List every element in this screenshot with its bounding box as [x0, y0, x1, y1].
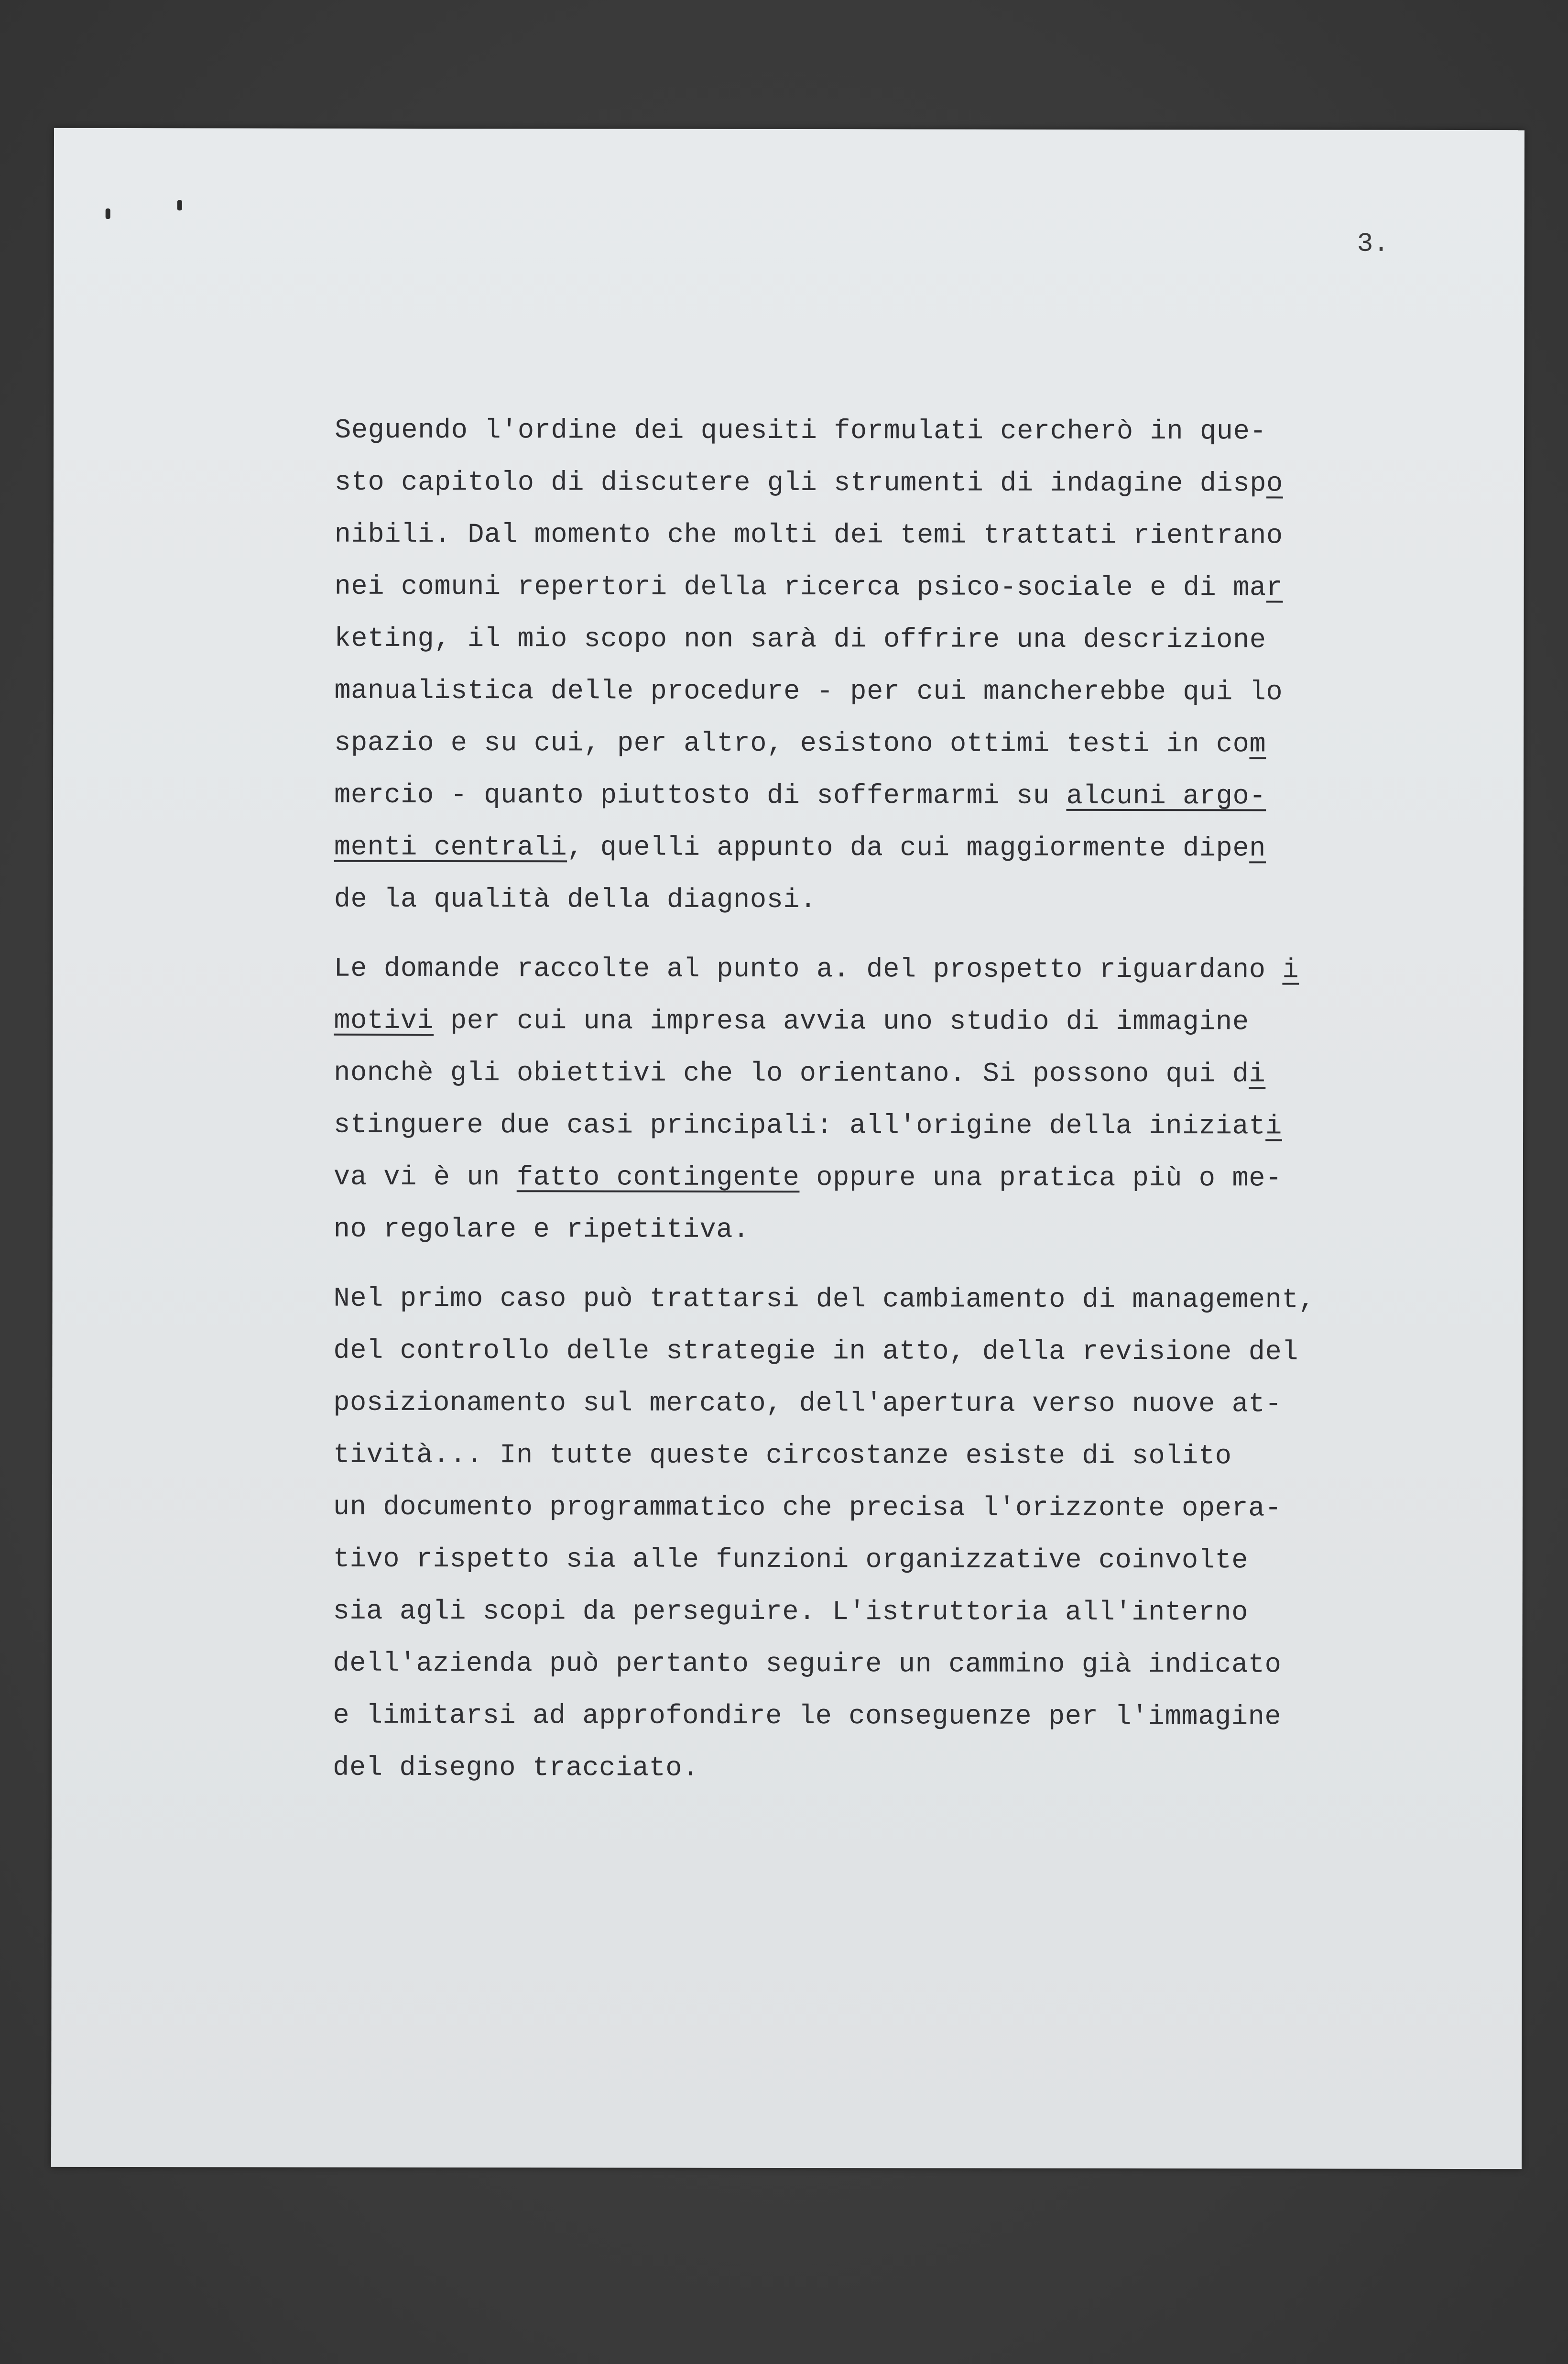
text-segment: nonchè gli obiettivi che lo orientano. Si possono qui d [334, 1058, 1249, 1090]
text-segment: e limitarsi ad approfondire le conseguenze per l'immagine [333, 1700, 1282, 1733]
text-segment: , quelli appunto da cui maggiormente dipe [567, 832, 1250, 865]
text-line [334, 770, 1462, 823]
text-segment: posizionamento sul mercato, dell'apertura verso nuove at- [333, 1388, 1282, 1420]
text-line [334, 996, 1462, 1049]
text-segment: sia agli scopi da perseguire. L'istruttoria all'interno [333, 1596, 1249, 1629]
text-segment: Nel primo caso può trattarsi del cambiamento di management, [333, 1283, 1316, 1316]
paragraph-2 [334, 943, 1462, 1258]
typed-page [51, 128, 1524, 2169]
paragraph-gap [334, 926, 1462, 945]
underlined-text: menti centrali [334, 832, 567, 864]
underlined-text: m [1249, 729, 1266, 760]
text-segment: oppure una pratica più o me- [799, 1163, 1282, 1194]
text-line [333, 1273, 1461, 1327]
underlined-text: n [1249, 833, 1266, 865]
text-line [333, 1742, 1461, 1796]
underlined-text: i [1249, 1059, 1266, 1090]
underlined-text: alcuni argo- [1066, 781, 1266, 812]
punch-mark-right [177, 200, 182, 210]
text-line [335, 509, 1463, 563]
text-line [334, 1152, 1462, 1205]
text-segment: keting, il mio scopo non sarà di offrire una descrizione [334, 624, 1266, 656]
text-segment: mercio - quanto piuttosto di soffermarmi su [334, 780, 1067, 812]
text-segment: nei comuni repertori della ricerca psico-sociale e di ma [334, 571, 1266, 604]
text-line [335, 405, 1463, 459]
text-line [333, 1586, 1461, 1640]
text-segment: tività... In tutte queste circostanze esiste di solito [333, 1440, 1232, 1472]
text-segment: spazio e su cui, per altro, esistono ottimi testi in co [334, 728, 1250, 760]
text-segment: Seguendo l'ordine dei quesiti formulati cercherò in que- [335, 415, 1267, 448]
text-segment: dell'azienda può pertanto seguire un cammino già indicato [333, 1648, 1282, 1681]
text-line [335, 457, 1463, 511]
text-segment: va vi è un [333, 1162, 517, 1193]
text-line [334, 822, 1462, 876]
text-line [333, 1482, 1461, 1535]
text-line [334, 943, 1462, 997]
underlined-text: i [1265, 1111, 1283, 1142]
text-line [334, 613, 1462, 667]
text-line [333, 1430, 1461, 1483]
text-line [334, 666, 1462, 719]
text-segment: del disegno tracciato. [333, 1752, 699, 1784]
text-segment: de la qualità della diagnosi. [334, 884, 817, 916]
text-segment: no regolare e ripetitiva. [333, 1214, 750, 1246]
text-segment: nibili. Dal momento che molti dei temi trattati rientrano [334, 519, 1283, 552]
paragraph-gap [334, 1256, 1462, 1275]
text-segment: manualistica delle procedure - per cui mancherebbe qui lo [334, 676, 1283, 708]
text-line [333, 1378, 1461, 1431]
text-segment: sto capitolo di discutere gli strumenti di indagine disp [334, 467, 1267, 500]
text-line [333, 1638, 1461, 1692]
paragraph-1 [334, 405, 1463, 928]
punch-mark-left [106, 208, 110, 219]
page-number: 3. [1357, 228, 1389, 259]
underlined-text: o [1266, 469, 1283, 500]
text-line [333, 1534, 1461, 1587]
text-line [334, 718, 1462, 771]
text-segment: stinguere due casi principali: all'origine della iniziat [334, 1110, 1266, 1142]
paragraph-3 [333, 1273, 1462, 1796]
text-line [335, 561, 1463, 615]
underlined-text: r [1266, 573, 1283, 604]
underlined-text: i [1282, 955, 1299, 986]
text-line [334, 1100, 1462, 1153]
text-segment: Le domande raccolte al punto a. del prospetto riguardano [334, 953, 1283, 986]
underlined-text: motivi [334, 1006, 434, 1037]
text-line [333, 1690, 1461, 1744]
text-line [333, 1325, 1461, 1379]
underlined-text: fatto contingente [516, 1162, 800, 1194]
text-line [334, 874, 1462, 928]
text-segment: del controllo delle strategie in atto, della revisione del [333, 1335, 1299, 1368]
text-segment: tivo rispetto sia alle funzioni organizzative coinvolte [333, 1544, 1249, 1576]
text-segment: per cui una impresa avvia uno studio di immagine [434, 1006, 1249, 1038]
body-text [333, 405, 1463, 1796]
text-segment: un documento programmatico che precisa l'orizzonte opera- [333, 1492, 1282, 1524]
text-line [334, 1204, 1462, 1258]
text-line [334, 1048, 1462, 1101]
